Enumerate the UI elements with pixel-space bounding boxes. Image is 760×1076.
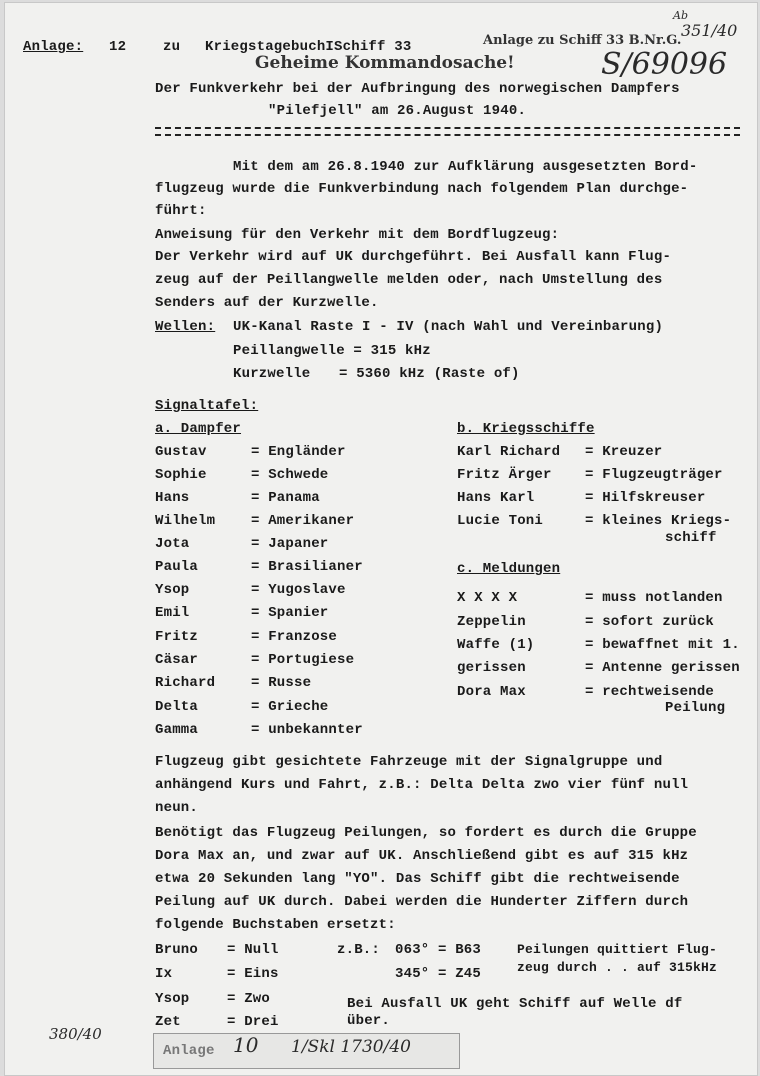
example-line-2: 345° = Z45 (395, 966, 482, 982)
kriegsschiffe-code: Hans Karl (457, 490, 535, 506)
dampfer-meaning: = Yugoslave (251, 582, 346, 598)
buchstaben-meaning: = Zwo (227, 991, 271, 1007)
example-label: z.B.: (337, 942, 381, 958)
dampfer-code: Ysop (155, 582, 190, 598)
buchstaben-code: Bruno (155, 942, 199, 958)
dampfer-meaning: = Portugiese (251, 652, 355, 668)
para2-line: anhängend Kurs und Fahrt, z.B.: Delta Delta zwo vier fünf null (155, 777, 689, 793)
dampfer-code: Fritz (155, 629, 199, 645)
kriegsschiffe-code: Lucie Toni (457, 513, 544, 529)
ausfall-line-1: Bei Ausfall UK geht Schiff auf Welle df (347, 996, 683, 1012)
kriegsschiffe-meaning: = Hilfskreuser (585, 490, 706, 506)
buchstaben-code: Zet (155, 1014, 181, 1030)
intro-line: Mit dem am 26.8.1940 zur Aufklärung ausgesetzten Bord- (233, 159, 698, 175)
dampfer-meaning: = unbekannter (251, 722, 363, 738)
kriegsschiffe-code: Fritz Ärger (457, 467, 552, 483)
dampfer-code: Delta (155, 699, 199, 715)
intro-line: flugzeug wurde die Funkverbindung nach folgendem Plan durchge- (155, 181, 689, 197)
intro-line: führt: (155, 203, 207, 219)
anlage-number: 12 (109, 39, 127, 55)
para2-line: neun. (155, 800, 199, 816)
dampfer-meaning: = Japaner (251, 536, 329, 552)
meldungen-meaning: = sofort zurück (585, 614, 715, 630)
signaltafel-heading: Signaltafel: (155, 398, 259, 414)
meldungen-code: Zeppelin (457, 614, 526, 630)
meldungen-meaning: = bewaffnet mit 1. (585, 637, 740, 653)
para2-line: Flugzeug gibt gesichtete Fahrzeuge mit der Signalgruppe und (155, 754, 663, 770)
kriegsschiffe-meaning: = Kreuzer (585, 444, 663, 460)
para3-line: Benötigt das Flugzeug Peilungen, so fordert es durch die Gruppe (155, 825, 697, 841)
kriegstagebuch-text: KriegstagebuchISchiff 33 (205, 39, 412, 55)
buchstaben-meaning: = Drei (227, 1014, 279, 1030)
wellen-line-3-label: Kurzwelle (233, 366, 311, 382)
dampfer-meaning: = Amerikaner (251, 513, 355, 529)
dampfer-meaning: = Brasilianer (251, 559, 363, 575)
para3-line: etwa 20 Sekunden lang "YO". Das Schiff gibt die rechtweisende (155, 871, 680, 887)
dampfer-meaning: = Russe (251, 675, 312, 691)
meldungen-code: Dora Max (457, 684, 526, 700)
handwritten-box-number: 10 (233, 1033, 259, 1057)
handwritten-footer-left: 380/40 (49, 1025, 102, 1043)
wellen-line-2: Peillangwelle = 315 kHz (233, 343, 431, 359)
dampfer-code: Gustav (155, 444, 207, 460)
kriegsschiffe-meaning-cont: schiff (665, 530, 717, 546)
title-line-2: "Pilefjell" am 26.August 1940. (268, 103, 527, 119)
dampfer-heading: a. Dampfer (155, 421, 242, 437)
quittiert-line-2: zeug durch . . auf 315kHz (517, 960, 718, 975)
meldungen-heading: c. Meldungen (457, 561, 561, 577)
dampfer-code: Gamma (155, 722, 199, 738)
dampfer-code: Paula (155, 559, 199, 575)
handwritten-number: S/69096 (601, 47, 728, 82)
footer-box-label: Anlage (163, 1043, 215, 1059)
dampfer-code: Hans (155, 490, 190, 506)
wellen-line-3-value: = 5360 kHz (Raste of) (339, 366, 520, 382)
para3-line: folgende Buchstaben ersetzt: (155, 917, 396, 933)
dampfer-code: Sophie (155, 467, 207, 483)
kriegsschiffe-meaning: = Flugzeugträger (585, 467, 723, 483)
buchstaben-code: Ix (155, 966, 173, 982)
dampfer-code: Emil (155, 605, 190, 621)
dampfer-meaning: = Grieche (251, 699, 329, 715)
dampfer-code: Jota (155, 536, 190, 552)
dampfer-code: Cäsar (155, 652, 199, 668)
anlage-label: Anlage: (23, 39, 84, 55)
meldungen-meaning-cont: Peilung (665, 700, 726, 716)
ausfall-line-2: über. (347, 1013, 391, 1029)
kriegsschiffe-code: Karl Richard (457, 444, 561, 460)
dampfer-meaning: = Schwede (251, 467, 329, 483)
dampfer-meaning: = Franzose (251, 629, 338, 645)
example-line-1: 063° = B63 (395, 942, 482, 958)
dampfer-code: Richard (155, 675, 216, 691)
buchstaben-code: Ysop (155, 991, 190, 1007)
zu-text: zu (163, 39, 181, 55)
intro-line: zeug auf der Peillangwelle melden oder, nach Umstellung des (155, 272, 663, 288)
meldungen-code: X X X X (457, 590, 518, 606)
document-page (4, 2, 758, 1076)
buchstaben-meaning: = Eins (227, 966, 279, 982)
title-line-1: Der Funkverkehr bei der Aufbringung des norwegischen Dampfers (155, 81, 680, 97)
intro-line: Der Verkehr wird auf UK durchgeführt. Bei Ausfall kann Flug- (155, 249, 672, 265)
title-separator (155, 127, 740, 136)
buchstaben-meaning: = Null (227, 942, 279, 958)
dampfer-code: Wilhelm (155, 513, 216, 529)
wellen-label: Wellen: (155, 319, 216, 335)
para3-line: Peilung auf UK durch. Dabei werden die Hunderter Ziffern durch (155, 894, 689, 910)
handwritten-ab: Ab (673, 9, 688, 22)
kriegsschiffe-heading: b. Kriegsschiffe (457, 421, 595, 437)
intro-line: Senders auf der Kurzwelle. (155, 295, 379, 311)
quittiert-line-1: Peilungen quittiert Flug- (517, 942, 718, 957)
wellen-line-1: UK-Kanal Raste I - IV (nach Wahl und Vereinbarung) (233, 319, 664, 335)
handwritten-box-ref: 1/Skl 1730/40 (291, 1037, 411, 1057)
intro-line: Anweisung für den Verkehr mit dem Bordflugzeug: (155, 227, 560, 243)
dampfer-meaning: = Panama (251, 490, 320, 506)
handwritten-ref-top-right: 351/40 (681, 21, 738, 40)
kriegsschiffe-meaning: = kleines Kriegs- (585, 513, 732, 529)
para3-line: Dora Max an, und zwar auf UK. Anschließend gibt es auf 315 kHz (155, 848, 689, 864)
dampfer-meaning: = Spanier (251, 605, 329, 621)
dampfer-meaning: = Engländer (251, 444, 346, 460)
geheime-kommandosache-stamp: Geheime Kommandosache! (255, 53, 515, 73)
meldungen-code: gerissen (457, 660, 526, 676)
meldungen-meaning: = rechtweisende (585, 684, 715, 700)
meldungen-meaning: = Antenne gerissen (585, 660, 740, 676)
meldungen-code: Waffe (1) (457, 637, 535, 653)
anlage-stamp: Anlage zu Schiff 33 B.Nr.G. (483, 33, 682, 48)
meldungen-meaning: = muss notlanden (585, 590, 723, 606)
